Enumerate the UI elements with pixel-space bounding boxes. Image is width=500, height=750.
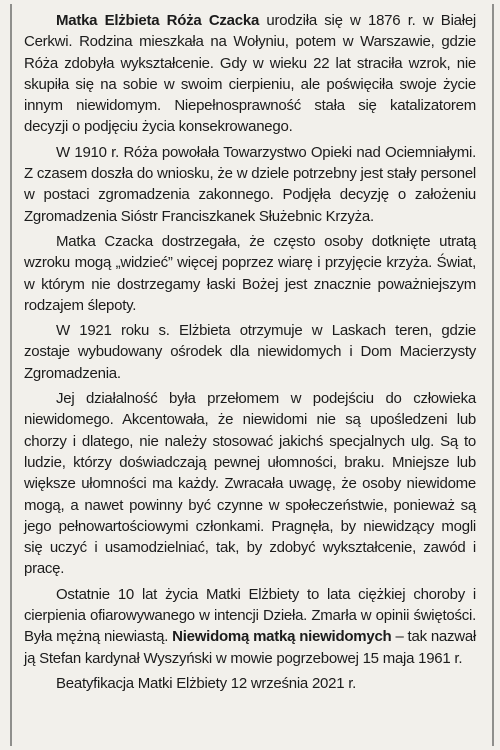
paragraph-6 — [24, 584, 476, 669]
paragraph-1-segment-2: urodziła się w 1876 r. w Białej Cerkwi. Rodzina mieszkała na Wołyniu, potem w Warszawie, gdzie Róża zdobyła wykształcenie. Gdy w wieku 22 lat straciła wzrok, nie skupiła się na sobie w swoim cierpieniu, ale poświęciła swoje życie innym niewidomym. Niepełnosprawność stała się katalizatorem decyzji o podjęciu życia konsekrowanego. — [24, 12, 476, 136]
text-block — [24, 10, 476, 694]
paragraph-7-segment-1: Beatyfikacja Matki Elżbiety 12 września 2021 r. — [56, 674, 357, 692]
right-border-line — [492, 4, 494, 746]
paragraph-6-segment-1: Ostatnie 10 lat życia Matki Elżbiety to lata ciężkiej choroby i cierpienia ofiarowywanego w intencji Dzieła. Zmarła w opinii świętości. Była mężną niewiastą. — [24, 585, 476, 646]
paragraph-4-segment-1: W 1921 roku s. Elżbieta otrzymuje w Laskach teren, gdzie zostaje wybudowany ośrodek dla niewidomych i Dom Macierzysty Zgromadzenia. — [24, 322, 476, 382]
paragraph-2-segment-1: W 1910 r. Róża powołała Towarzystwo Opieki nad Ociemniałymi. Z czasem doszła do wniosku, że w dziele potrzebny jest stały personel w postaci zgromadzenia zakonnego. Podjęła decyzję o założeniu Zgromadzenia Sióstr Franciszkanek Służebnic Krzyża. — [24, 143, 476, 225]
paragraph-1-segment-1: Matka Elżbieta Róża Czacka — [56, 12, 260, 29]
left-border-line — [10, 4, 12, 746]
paragraph-3 — [24, 231, 476, 316]
paragraph-5 — [24, 388, 476, 580]
paragraph-3-segment-1: Matka Czacka dostrzegała, że często osoby dotknięte utratą wzroku mogą „widzieć” więcej poprzez wiarę i przyjęcie krzyża. Świat, w którym nie dostrzegamy łaski Bożej jest znacznie poważniejszym rodzajem ślepoty. — [24, 232, 476, 314]
paragraph-5-segment-1: Jej działalność była przełomem w podejściu do człowieka niewidomego. Akcentowała, że niewidomi nie są upośledzeni lub chorzy i dlatego, nie należy stosować jakichś specjalnych ulg. Są to ludzie, którzy doświadczają pewnej ułomności, braku. Mniejsze lub większe ułomności ma każdy. Zwracała uwagę, że osoby niewidome mogą, a nawet powinny być czynne w społeczeństwie, ponieważ są jego pełnowartościowymi członkami. Pragnęła, by niewidzący mogli się uczyć i usamodzielniać, tak, by zdobyć wykształcenie, zawód i pracę. — [24, 390, 476, 578]
paragraph-7 — [24, 673, 476, 694]
paragraph-6-segment-3: – tak nazwał ją Stefan kardynał Wyszyński w mowie pogrzebowej 15 maja 1961 r. — [24, 628, 477, 667]
paragraph-4 — [24, 320, 476, 384]
paragraph-6-segment-2: Niewidomą matką niewidomych — [172, 628, 392, 646]
paragraph-1 — [24, 10, 476, 138]
paragraph-2 — [24, 142, 476, 227]
